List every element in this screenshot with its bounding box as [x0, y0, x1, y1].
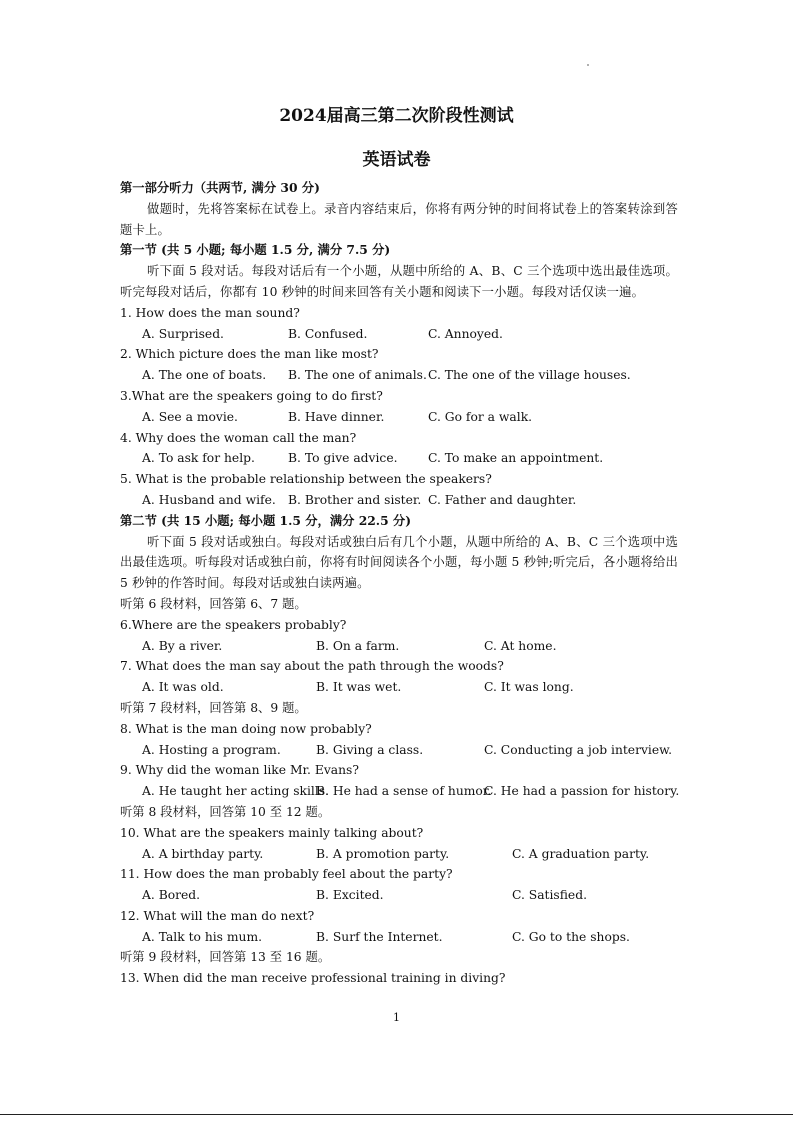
question-13: 13. When did the man receive professional training in diving?: [120, 971, 506, 986]
option-c: C. To make an appointment.: [428, 451, 604, 466]
material-label-8: 听第 8 段材料，回答第 10 至 12 题。: [120, 804, 331, 819]
option-b: B. It was wet.: [316, 680, 402, 695]
scan-speck: [587, 64, 589, 66]
options-7: [120, 677, 678, 698]
option-c: C. Satisfied.: [512, 888, 587, 903]
option-c: C. At home.: [484, 638, 557, 653]
question-9: 9. Why did the woman like Mr. Evans?: [120, 763, 359, 778]
option-a: A. A birthday party.: [142, 846, 264, 861]
options-8: [120, 740, 678, 761]
option-b: B. Giving a class.: [316, 742, 424, 757]
option-b: B. Surf the Internet.: [316, 929, 443, 944]
option-b: B. On a farm.: [316, 638, 400, 653]
option-b: B. A promotion party.: [316, 846, 450, 861]
question-11: 11. How does the man probably feel about the party?: [120, 867, 453, 882]
option-a: A. To ask for help.: [142, 451, 255, 466]
option-c: C. Go to the shops.: [512, 929, 630, 944]
option-a: A. By a river.: [142, 638, 223, 653]
material-label-9: 听第 9 段材料，回答第 13 至 16 题。: [120, 950, 331, 965]
option-a: A. Hosting a program.: [142, 742, 281, 757]
options-4: [120, 448, 678, 469]
question-7: 7. What does the man say about the path through the woods?: [120, 659, 504, 674]
exam-subtitle: 英语试卷: [362, 150, 431, 170]
option-c: C. The one of the village houses.: [428, 368, 631, 383]
section1-instructions: 听下面 5 段对话。每段对话后有一个小题，从题中所给的 A、B、C 三个选项中选出最佳选项。听完每段对话后，你都有 10 秒钟的时间来回答有关小题和阅读下一小题。每段对话仅读一遍。: [120, 264, 678, 299]
option-b: B. Have dinner.: [288, 409, 385, 424]
option-a: A. Talk to his mum.: [142, 929, 263, 944]
option-b: B. Excited.: [316, 888, 384, 903]
option-c: C. It was long.: [484, 680, 574, 695]
option-a: A. It was old.: [142, 680, 224, 695]
options-6: [120, 636, 678, 657]
option-b: B. Confused.: [288, 326, 368, 341]
option-a: A. See a movie.: [142, 409, 238, 424]
question-4: 4. Why does the woman call the man?: [120, 430, 357, 445]
option-c: C. He had a passion for history.: [484, 784, 680, 799]
options-5: [120, 490, 678, 511]
question-12: 12. What will the man do next?: [120, 908, 315, 923]
question-5: 5. What is the probable relationship between the speakers?: [120, 472, 492, 487]
options-2: [120, 365, 678, 386]
options-10: [120, 844, 678, 865]
part1-heading: 第一部分听力（共两节, 满分 30 分): [120, 180, 320, 195]
material-label-6: 听第 6 段材料，回答第 6、7 题。: [120, 596, 307, 611]
bottom-rule: [0, 1114, 793, 1115]
option-c: C. Annoyed.: [428, 326, 503, 341]
option-b: B. Brother and sister.: [288, 492, 422, 507]
option-b: B. He had a sense of humor.: [316, 784, 492, 799]
option-a: A. He taught her acting skills.: [142, 784, 329, 799]
option-c: C. Conducting a job interview.: [484, 742, 673, 757]
option-a: A. Bored.: [142, 888, 201, 903]
option-b: B. The one of animals.: [288, 368, 427, 383]
page-number: 1: [393, 1011, 400, 1024]
options-1: [120, 324, 678, 345]
option-a: A. Surprised.: [142, 326, 224, 341]
question-2: 2. Which picture does the man like most?: [120, 347, 379, 362]
material-label-7: 听第 7 段材料，回答第 8、9 题。: [120, 700, 307, 715]
options-9: [120, 781, 678, 802]
question-8: 8. What is the man doing now probably?: [120, 721, 372, 736]
exam-title: 2024届高三第二次阶段性测试: [279, 106, 514, 126]
option-a: A. The one of boats.: [142, 368, 267, 383]
question-6: 6.Where are the speakers probably?: [120, 617, 347, 632]
option-c: C. A graduation party.: [512, 846, 650, 861]
section2-heading: 第二节 (共 15 小题; 每小题 1.5 分，满分 22.5 分): [120, 512, 412, 528]
options-11: [120, 885, 678, 906]
option-b: B. To give advice.: [288, 451, 398, 466]
option-c: C. Father and daughter.: [428, 492, 577, 507]
section1-heading: 第一节 (共 5 小题; 每小题 1.5 分, 满分 7.5 分): [120, 242, 391, 258]
options-3: [120, 407, 678, 428]
question-10: 10. What are the speakers mainly talking about?: [120, 825, 424, 840]
option-c: C. Go for a walk.: [428, 409, 533, 424]
section2-instructions: 听下面 5 段对话或独白。每段对话或独白后有几个小题，从题中所给的 A、B、C 三个选项中选出最佳选项。听每段对话或独白前，你将有时间阅读各个小题，每小题 5 秒钟;听完后，各小题将给出 5 秒钟的作答时间。每段对话或独白读两遍。: [120, 534, 678, 591]
part1-instructions: 做题时，先将答案标在试卷上。录音内容结束后，你将有两分钟的时间将试卷上的答案转涂到答题卡上。: [120, 201, 678, 237]
options-12: [120, 927, 678, 948]
question-3: 3.What are the speakers going to do first?: [120, 388, 383, 403]
exam-content: [120, 178, 678, 989]
option-a: A. Husband and wife.: [142, 492, 276, 507]
question-1: 1. How does the man sound?: [120, 305, 300, 320]
